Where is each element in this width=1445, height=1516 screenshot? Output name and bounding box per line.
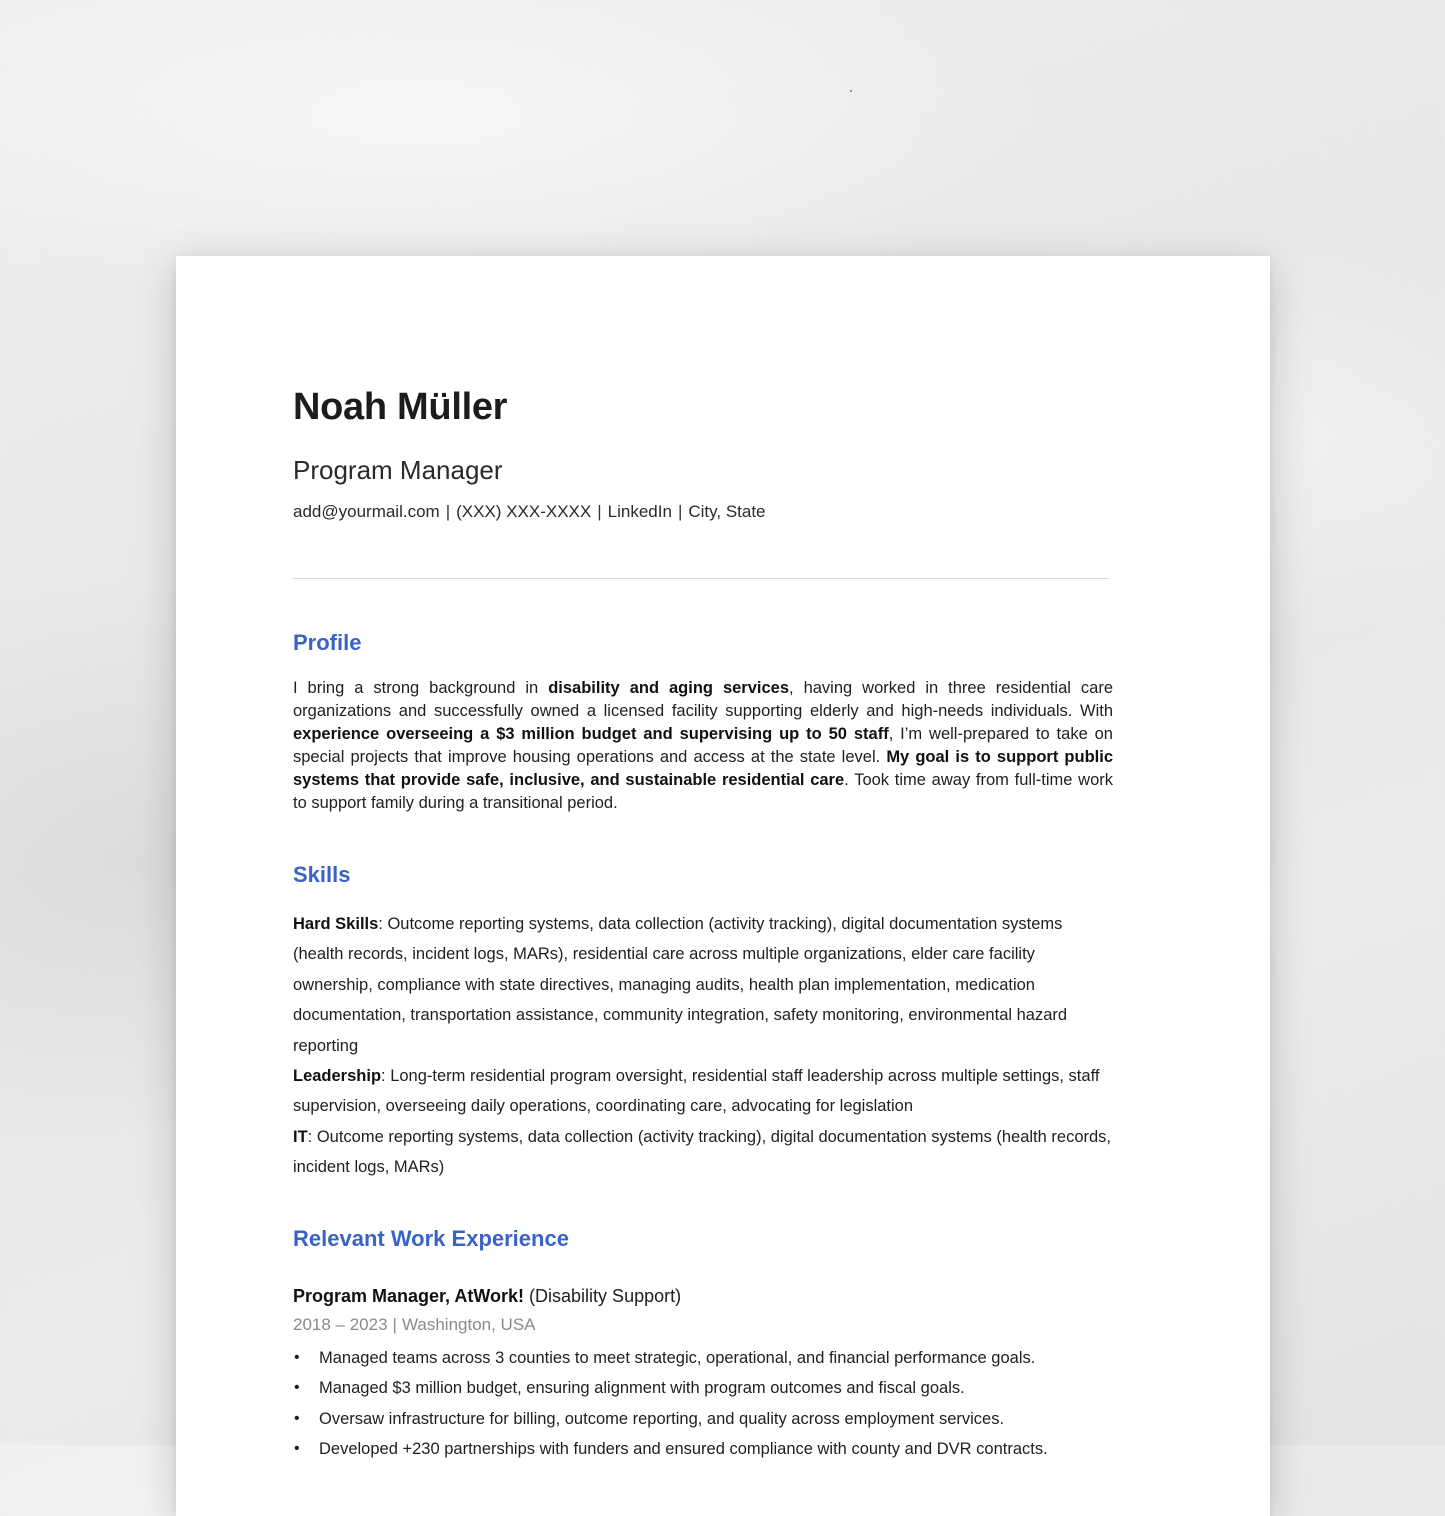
experience-heading: Relevant Work Experience	[293, 1225, 569, 1251]
bullet-text: Managed teams across 3 counties to meet strategic, operational, and financial performance goals.	[319, 1348, 1036, 1367]
skill-label: IT	[293, 1127, 308, 1146]
contact-email[interactable]: add@yourmail.com	[293, 502, 440, 521]
bullet-icon: •	[294, 1409, 300, 1427]
profile-segment: I bring a strong background in	[293, 679, 549, 697]
contact-line	[293, 500, 1113, 524]
skill-label: Hard Skills	[293, 915, 379, 933]
profile-paragraph	[293, 677, 1113, 815]
job-title: Program Manager	[293, 455, 503, 485]
profile-heading: Profile	[293, 630, 362, 655]
skills-list	[293, 909, 1113, 1183]
bullet-icon: •	[294, 1379, 300, 1397]
job-bullets	[293, 1343, 1113, 1465]
skill-row-leadership	[293, 1061, 1113, 1122]
profile-segment-bold: disability and aging services	[548, 679, 790, 697]
resume-page	[176, 256, 1270, 1516]
skill-label: Leadership	[293, 1067, 382, 1086]
resume-content	[293, 384, 1113, 1465]
bullet-icon: •	[294, 1440, 300, 1458]
profile-segment: . Took time away from full-time work to support family during a transitional period.	[293, 771, 1113, 812]
list-item	[293, 1404, 1113, 1435]
skill-text: : Outcome reporting systems, data collection (activity tracking), digital documentation systems (health records, incident logs, MARs)	[293, 1127, 1112, 1177]
skill-text: : Outcome reporting systems, data collection (activity tracking), digital documentation systems (health records, incident logs, MARs), residential care across multiple organizations, elder care facility ownership, compliance with state directives, managing audits, health plan implementation, medication documentation, transportation assistance, community integration, safety monitoring, environmental hazard reporting	[293, 915, 1068, 1055]
profile-segment: , I’m well-prepared to take on special projects that improve housing operations and access at the state level.	[293, 725, 1113, 766]
candidate-name: Noah Müller	[293, 386, 508, 428]
job-entry	[293, 1283, 1113, 1465]
background-speck	[850, 90, 852, 92]
list-item	[293, 1343, 1113, 1374]
job-role: Program Manager, AtWork!	[293, 1285, 525, 1306]
skill-row-hard-skills	[293, 909, 1113, 1061]
skill-text: : Long-term residential program oversight, residential staff leadership across multiple settings, staff supervision, overseeing daily operations, coordinating care, advocating for legislation	[293, 1067, 1100, 1116]
profile-segment-bold: My goal is to support public systems that provide safe, inclusive, and sustainable residential care	[293, 748, 1113, 789]
job-dates: 2018 – 2023	[293, 1314, 388, 1334]
list-item	[293, 1434, 1113, 1465]
contact-phone: (XXX) XXX-XXXX	[456, 502, 592, 521]
profile-segment-bold: experience overseeing a $3 million budget and supervising up to 50 staff	[293, 725, 889, 743]
bullet-icon: •	[294, 1348, 300, 1366]
job-note: (Disability Support)	[524, 1285, 682, 1306]
header-divider	[293, 578, 1109, 579]
bullet-text: Developed +230 partnerships with funders and ensured compliance with county and DVR contracts.	[319, 1440, 1048, 1459]
bullet-text: Oversaw infrastructure for billing, outcome reporting, and quality across employment services.	[319, 1409, 1005, 1428]
job-meta-separator: |	[392, 1314, 397, 1334]
contact-location: City, State	[688, 502, 766, 521]
job-meta	[293, 1313, 1113, 1337]
contact-separator: |	[445, 502, 451, 521]
job-header	[293, 1283, 1113, 1309]
list-item	[293, 1373, 1113, 1404]
skills-heading: Skills	[293, 862, 351, 887]
contact-separator: |	[677, 502, 683, 521]
bullet-text: Managed $3 million budget, ensuring alignment with program outcomes and fiscal goals.	[319, 1379, 965, 1398]
contact-separator: |	[597, 502, 602, 521]
contact-linkedin[interactable]: LinkedIn	[607, 502, 672, 521]
profile-segment: , having worked in three residential care organizations and successfully owned a licensed facility supporting elderly and high-needs individuals. With	[293, 679, 1113, 720]
skill-row-it	[293, 1122, 1113, 1183]
job-location: Washington, USA	[401, 1314, 536, 1334]
